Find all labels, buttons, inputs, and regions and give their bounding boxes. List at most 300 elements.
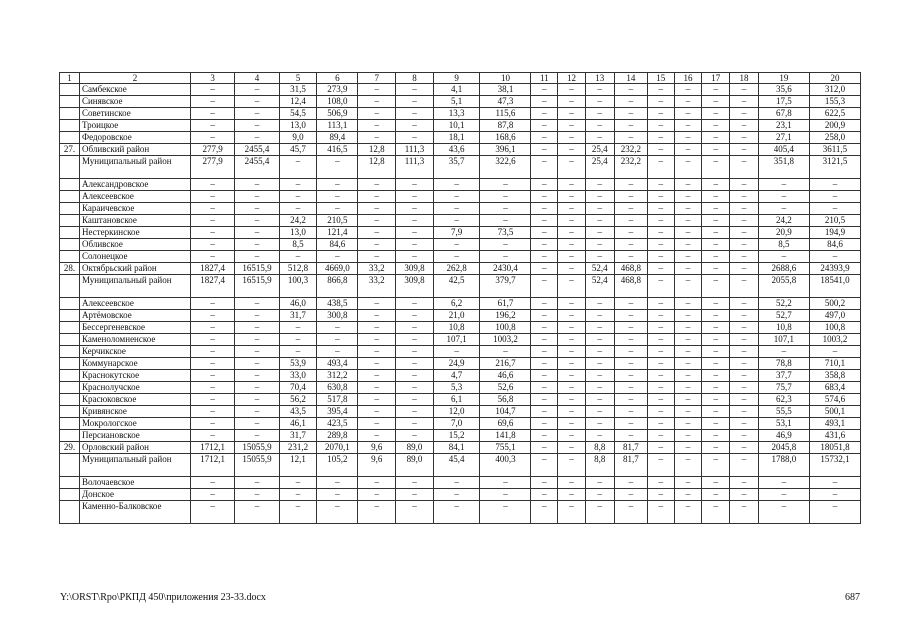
value-cell: –: [558, 394, 586, 406]
value-cell: 574,6: [809, 394, 860, 406]
table-row: [60, 334, 861, 346]
value-cell: –: [674, 84, 702, 96]
value-cell: –: [358, 108, 396, 120]
value-cell: –: [647, 501, 674, 524]
value-cell: 56,2: [279, 394, 317, 406]
table-row: [60, 394, 861, 406]
value-cell: –: [674, 418, 702, 430]
value-cell: –: [585, 251, 614, 263]
value-cell: 309,8: [396, 275, 434, 298]
value-cell: 13,0: [279, 120, 317, 132]
value-cell: –: [585, 120, 614, 132]
value-cell: –: [585, 346, 614, 358]
value-cell: –: [531, 179, 558, 191]
row-number: [60, 251, 80, 263]
value-cell: –: [614, 477, 647, 489]
value-cell: 15732,1: [809, 454, 860, 477]
value-cell: –: [674, 298, 702, 310]
value-cell: –: [396, 191, 434, 203]
row-number: [60, 84, 80, 96]
value-cell: –: [317, 346, 358, 358]
territory-name: Александровское: [79, 179, 190, 191]
value-cell: 468,8: [614, 275, 647, 298]
value-cell: 46,9: [758, 430, 809, 442]
value-cell: –: [531, 203, 558, 215]
value-cell: –: [585, 132, 614, 144]
value-cell: –: [396, 96, 434, 108]
value-cell: –: [396, 394, 434, 406]
value-cell: –: [190, 239, 234, 251]
value-cell: –: [396, 406, 434, 418]
value-cell: 506,9: [317, 108, 358, 120]
value-cell: 866,8: [317, 275, 358, 298]
row-number: [60, 96, 80, 108]
value-cell: –: [674, 477, 702, 489]
value-cell: 81,7: [614, 442, 647, 454]
value-cell: 20,9: [758, 227, 809, 239]
value-cell: –: [396, 334, 434, 346]
value-cell: –: [702, 477, 730, 489]
value-cell: –: [730, 251, 759, 263]
value-cell: –: [558, 239, 586, 251]
value-cell: –: [433, 239, 480, 251]
value-cell: –: [730, 310, 759, 322]
value-cell: 322,6: [480, 156, 531, 179]
column-header: 20: [809, 73, 860, 84]
row-number: 27.: [60, 144, 80, 156]
value-cell: –: [531, 430, 558, 442]
value-cell: –: [758, 501, 809, 524]
value-cell: 300,8: [317, 310, 358, 322]
table-row: [60, 430, 861, 442]
value-cell: –: [317, 179, 358, 191]
value-cell: 8,8: [585, 454, 614, 477]
value-cell: –: [358, 120, 396, 132]
value-cell: –: [647, 191, 674, 203]
value-cell: –: [585, 406, 614, 418]
value-cell: –: [647, 310, 674, 322]
value-cell: –: [396, 370, 434, 382]
row-number: [60, 108, 80, 120]
value-cell: –: [758, 203, 809, 215]
value-cell: 35,7: [433, 156, 480, 179]
value-cell: –: [358, 346, 396, 358]
value-cell: –: [647, 346, 674, 358]
header-row: [60, 73, 861, 84]
value-cell: –: [531, 227, 558, 239]
value-cell: –: [730, 346, 759, 358]
value-cell: –: [730, 227, 759, 239]
value-cell: –: [702, 96, 730, 108]
value-cell: –: [585, 108, 614, 120]
value-cell: –: [647, 477, 674, 489]
value-cell: –: [702, 132, 730, 144]
value-cell: –: [585, 430, 614, 442]
value-cell: –: [531, 370, 558, 382]
value-cell: 24,2: [758, 215, 809, 227]
value-cell: 24,9: [433, 358, 480, 370]
value-cell: –: [647, 108, 674, 120]
value-cell: 10,8: [758, 322, 809, 334]
value-cell: 115,6: [480, 108, 531, 120]
value-cell: –: [190, 346, 234, 358]
value-cell: 84,6: [317, 239, 358, 251]
value-cell: 396,1: [480, 144, 531, 156]
value-cell: –: [317, 477, 358, 489]
value-cell: 67,8: [758, 108, 809, 120]
value-cell: 1788,0: [758, 454, 809, 477]
value-cell: –: [279, 322, 317, 334]
value-cell: –: [531, 454, 558, 477]
value-cell: –: [358, 132, 396, 144]
row-number: [60, 370, 80, 382]
value-cell: –: [558, 454, 586, 477]
value-cell: –: [190, 430, 234, 442]
value-cell: –: [317, 203, 358, 215]
value-cell: 45,7: [279, 144, 317, 156]
value-cell: –: [396, 358, 434, 370]
value-cell: 13,0: [279, 227, 317, 239]
territory-name: Каменно-Балковское: [79, 501, 190, 524]
row-number: [60, 382, 80, 394]
value-cell: –: [702, 203, 730, 215]
value-cell: –: [558, 263, 586, 275]
table-row: [60, 191, 861, 203]
value-cell: 69,6: [480, 418, 531, 430]
table-row: [60, 358, 861, 370]
value-cell: –: [190, 179, 234, 191]
value-cell: –: [558, 84, 586, 96]
value-cell: 512,8: [279, 263, 317, 275]
value-cell: –: [674, 430, 702, 442]
value-cell: –: [396, 120, 434, 132]
value-cell: –: [674, 346, 702, 358]
value-cell: 18051,8: [809, 442, 860, 454]
value-cell: 111,3: [396, 144, 434, 156]
value-cell: –: [702, 370, 730, 382]
value-cell: 9,0: [279, 132, 317, 144]
value-cell: 10,8: [433, 322, 480, 334]
value-cell: –: [614, 108, 647, 120]
value-cell: –: [730, 394, 759, 406]
value-cell: –: [702, 263, 730, 275]
territory-name: Каштановское: [79, 215, 190, 227]
value-cell: –: [730, 108, 759, 120]
value-cell: –: [558, 346, 586, 358]
value-cell: –: [614, 310, 647, 322]
value-cell: –: [674, 132, 702, 144]
value-cell: –: [358, 382, 396, 394]
value-cell: –: [647, 394, 674, 406]
value-cell: 500,2: [809, 298, 860, 310]
value-cell: –: [190, 215, 234, 227]
value-cell: 89,4: [317, 132, 358, 144]
territory-name: Алексеевское: [79, 191, 190, 203]
footer-page-number: 687: [845, 592, 860, 603]
value-cell: 13,3: [433, 108, 480, 120]
value-cell: –: [531, 251, 558, 263]
value-cell: –: [396, 251, 434, 263]
value-cell: –: [558, 501, 586, 524]
value-cell: –: [279, 346, 317, 358]
value-cell: 358,8: [809, 370, 860, 382]
value-cell: 12,8: [358, 144, 396, 156]
value-cell: –: [585, 310, 614, 322]
value-cell: 108,0: [317, 96, 358, 108]
value-cell: –: [358, 322, 396, 334]
value-cell: –: [235, 406, 279, 418]
row-number: [60, 394, 80, 406]
value-cell: 2455,4: [235, 156, 279, 179]
value-cell: –: [558, 96, 586, 108]
value-cell: –: [558, 406, 586, 418]
value-cell: –: [614, 370, 647, 382]
value-cell: –: [730, 370, 759, 382]
value-cell: –: [190, 322, 234, 334]
table-row: [60, 442, 861, 454]
value-cell: –: [614, 227, 647, 239]
row-number: [60, 334, 80, 346]
value-cell: –: [585, 203, 614, 215]
value-cell: 6,1: [433, 394, 480, 406]
value-cell: –: [758, 346, 809, 358]
value-cell: –: [279, 334, 317, 346]
value-cell: 89,0: [396, 454, 434, 477]
value-cell: –: [730, 203, 759, 215]
value-cell: –: [358, 251, 396, 263]
column-header: 15: [647, 73, 674, 84]
value-cell: –: [614, 406, 647, 418]
value-cell: –: [396, 132, 434, 144]
value-cell: 1003,2: [480, 334, 531, 346]
value-cell: –: [190, 191, 234, 203]
value-cell: –: [585, 477, 614, 489]
row-number: [60, 298, 80, 310]
value-cell: 75,7: [758, 382, 809, 394]
value-cell: –: [702, 334, 730, 346]
value-cell: –: [190, 477, 234, 489]
value-cell: –: [702, 120, 730, 132]
territory-name: Октябрьский район: [79, 263, 190, 275]
value-cell: –: [190, 298, 234, 310]
value-cell: 104,7: [480, 406, 531, 418]
value-cell: 100,8: [809, 322, 860, 334]
value-cell: –: [614, 501, 647, 524]
value-cell: –: [585, 96, 614, 108]
value-cell: –: [190, 334, 234, 346]
column-header: 18: [730, 73, 759, 84]
value-cell: –: [531, 84, 558, 96]
value-cell: –: [531, 442, 558, 454]
value-cell: –: [558, 442, 586, 454]
value-cell: –: [702, 394, 730, 406]
value-cell: 1827,4: [190, 275, 234, 298]
value-cell: –: [480, 477, 531, 489]
value-cell: –: [674, 108, 702, 120]
value-cell: –: [730, 179, 759, 191]
value-cell: –: [730, 454, 759, 477]
value-cell: –: [531, 263, 558, 275]
value-cell: –: [190, 227, 234, 239]
value-cell: 141,8: [480, 430, 531, 442]
value-cell: –: [647, 156, 674, 179]
value-cell: –: [190, 358, 234, 370]
table-row: [60, 263, 861, 275]
value-cell: 2070,1: [317, 442, 358, 454]
value-cell: –: [702, 358, 730, 370]
row-number: [60, 120, 80, 132]
value-cell: –: [614, 430, 647, 442]
value-cell: –: [702, 239, 730, 251]
value-cell: –: [674, 203, 702, 215]
value-cell: –: [614, 251, 647, 263]
value-cell: 17,5: [758, 96, 809, 108]
value-cell: 196,2: [480, 310, 531, 322]
value-cell: –: [558, 108, 586, 120]
value-cell: –: [730, 322, 759, 334]
table-row: [60, 132, 861, 144]
row-number: [60, 215, 80, 227]
table-row: [60, 346, 861, 358]
value-cell: –: [317, 322, 358, 334]
value-cell: 5,3: [433, 382, 480, 394]
value-cell: 630,8: [317, 382, 358, 394]
value-cell: –: [235, 251, 279, 263]
value-cell: –: [396, 430, 434, 442]
value-cell: –: [531, 132, 558, 144]
value-cell: 231,2: [279, 442, 317, 454]
territory-name: Федоровское: [79, 132, 190, 144]
value-cell: 2455,4: [235, 144, 279, 156]
value-cell: 395,4: [317, 406, 358, 418]
row-number: [60, 239, 80, 251]
value-cell: –: [730, 406, 759, 418]
value-cell: –: [190, 203, 234, 215]
value-cell: 12,8: [358, 156, 396, 179]
value-cell: –: [674, 382, 702, 394]
value-cell: 493,1: [809, 418, 860, 430]
value-cell: –: [558, 382, 586, 394]
row-number: [60, 203, 80, 215]
value-cell: –: [279, 251, 317, 263]
value-cell: –: [358, 215, 396, 227]
value-cell: –: [396, 298, 434, 310]
value-cell: 277,9: [190, 144, 234, 156]
value-cell: 31,7: [279, 430, 317, 442]
table-row: [60, 96, 861, 108]
value-cell: –: [433, 489, 480, 501]
value-cell: –: [674, 120, 702, 132]
value-cell: –: [730, 215, 759, 227]
value-cell: –: [702, 430, 730, 442]
value-cell: 61,7: [480, 298, 531, 310]
value-cell: –: [531, 477, 558, 489]
value-cell: –: [809, 501, 860, 524]
value-cell: –: [674, 239, 702, 251]
value-cell: 47,3: [480, 96, 531, 108]
table-row: [60, 406, 861, 418]
value-cell: –: [433, 215, 480, 227]
value-cell: –: [614, 489, 647, 501]
value-cell: –: [809, 489, 860, 501]
value-cell: –: [702, 454, 730, 477]
value-cell: –: [674, 215, 702, 227]
row-number: [60, 430, 80, 442]
value-cell: –: [647, 334, 674, 346]
value-cell: –: [585, 382, 614, 394]
row-number: [60, 275, 80, 298]
value-cell: 70,4: [279, 382, 317, 394]
row-number: [60, 489, 80, 501]
value-cell: –: [585, 322, 614, 334]
value-cell: –: [614, 418, 647, 430]
value-cell: 53,1: [758, 418, 809, 430]
value-cell: –: [531, 108, 558, 120]
value-cell: –: [358, 477, 396, 489]
value-cell: –: [614, 96, 647, 108]
column-header: 4: [235, 73, 279, 84]
value-cell: 31,7: [279, 310, 317, 322]
value-cell: –: [702, 227, 730, 239]
value-cell: 277,9: [190, 156, 234, 179]
value-cell: 5,1: [433, 96, 480, 108]
value-cell: –: [647, 179, 674, 191]
row-number: 29.: [60, 442, 80, 454]
value-cell: 8,8: [585, 442, 614, 454]
value-cell: –: [358, 203, 396, 215]
value-cell: –: [396, 346, 434, 358]
column-header: 5: [279, 73, 317, 84]
row-number: [60, 310, 80, 322]
value-cell: –: [702, 489, 730, 501]
territory-name: Муниципальный район: [79, 275, 190, 298]
value-cell: –: [674, 96, 702, 108]
value-cell: –: [358, 96, 396, 108]
value-cell: –: [674, 144, 702, 156]
value-cell: 493,4: [317, 358, 358, 370]
value-cell: –: [730, 477, 759, 489]
value-cell: –: [358, 501, 396, 524]
value-cell: 8,5: [279, 239, 317, 251]
value-cell: –: [531, 156, 558, 179]
value-cell: 15055,9: [235, 442, 279, 454]
value-cell: –: [614, 215, 647, 227]
value-cell: 273,9: [317, 84, 358, 96]
value-cell: –: [614, 334, 647, 346]
value-cell: –: [558, 191, 586, 203]
value-cell: –: [674, 406, 702, 418]
value-cell: –: [558, 215, 586, 227]
territory-name: Алексеевское: [79, 298, 190, 310]
value-cell: –: [585, 370, 614, 382]
value-cell: 31,5: [279, 84, 317, 96]
value-cell: 12,4: [279, 96, 317, 108]
value-cell: –: [614, 239, 647, 251]
value-cell: –: [647, 370, 674, 382]
value-cell: –: [558, 358, 586, 370]
value-cell: –: [647, 275, 674, 298]
table-row: [60, 489, 861, 501]
value-cell: –: [702, 191, 730, 203]
value-cell: –: [190, 406, 234, 418]
territory-name: Муниципальный район: [79, 156, 190, 179]
table-row: [60, 454, 861, 477]
value-cell: –: [674, 275, 702, 298]
value-cell: –: [558, 120, 586, 132]
value-cell: 1712,1: [190, 454, 234, 477]
value-cell: –: [614, 203, 647, 215]
value-cell: –: [702, 179, 730, 191]
